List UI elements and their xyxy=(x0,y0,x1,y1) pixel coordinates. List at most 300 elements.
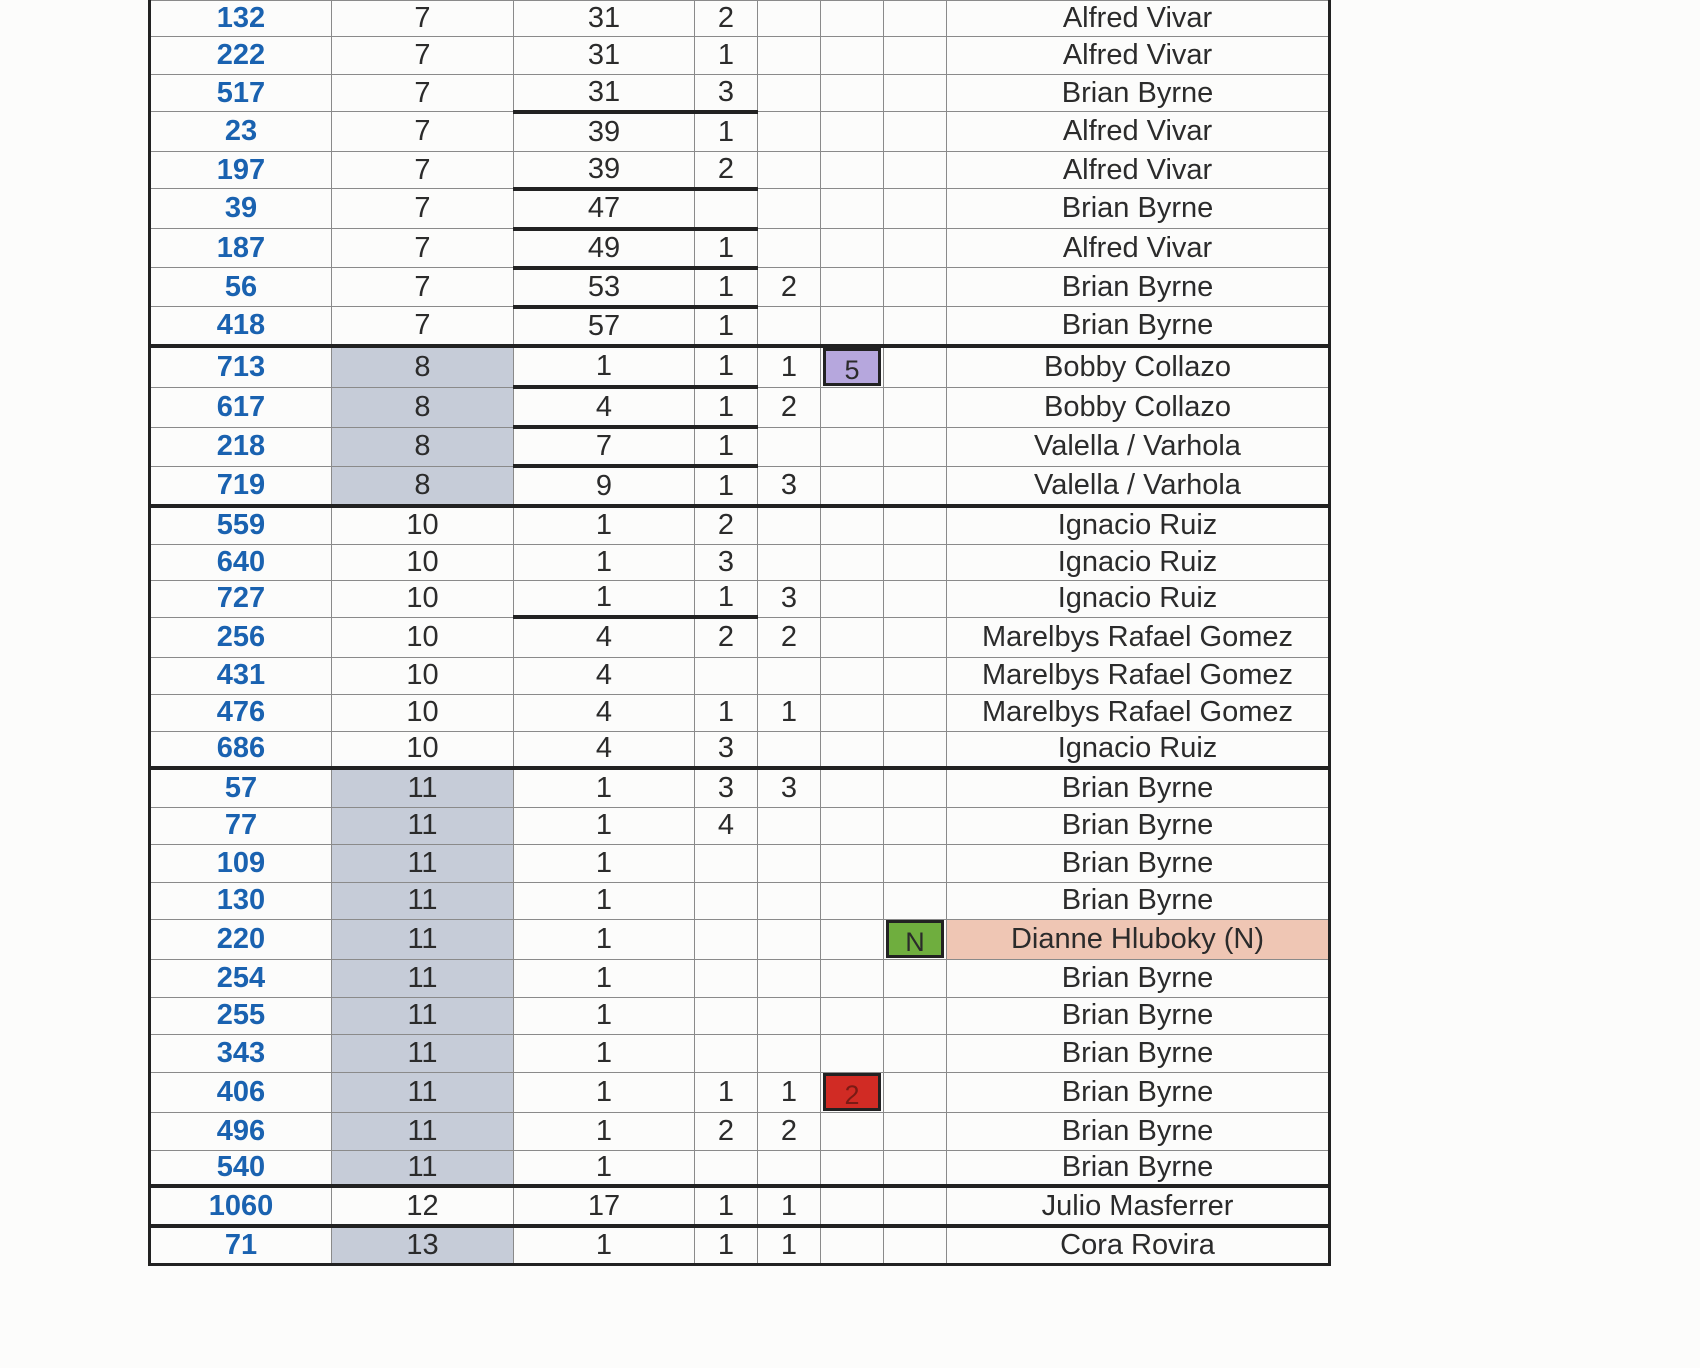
badge-cell xyxy=(884,1034,947,1072)
id-cell: 57 xyxy=(150,768,332,807)
id-cell: 343 xyxy=(150,1034,332,1072)
name-cell: Ignacio Ruiz xyxy=(947,544,1330,580)
id-cell: 406 xyxy=(150,1072,332,1112)
badge-cell xyxy=(821,112,884,152)
group-cell: 7 xyxy=(332,75,514,112)
count-cell: 2 xyxy=(695,506,758,544)
group-cell: 11 xyxy=(332,1034,514,1072)
id-cell: 130 xyxy=(150,882,332,919)
group-cell: 8 xyxy=(332,346,514,388)
table-row xyxy=(150,844,1330,882)
count-cell: 3 xyxy=(695,544,758,580)
badge-cell xyxy=(821,1,884,37)
id-cell: 540 xyxy=(150,1150,332,1186)
badge-cell xyxy=(821,1150,884,1186)
count-cell: 1 xyxy=(695,694,758,731)
table-row xyxy=(150,1,1330,37)
badge-cell xyxy=(884,75,947,112)
badge-cell xyxy=(821,427,884,466)
group-cell: 11 xyxy=(332,919,514,959)
id-cell: 255 xyxy=(150,997,332,1034)
number-cell: 4 xyxy=(514,657,695,694)
badge-cell xyxy=(821,844,884,882)
badge-cell xyxy=(821,75,884,112)
name-cell: Brian Byrne xyxy=(947,189,1330,229)
group-cell: 10 xyxy=(332,506,514,544)
count-cell: 1 xyxy=(695,346,758,388)
badge-cell xyxy=(884,346,947,388)
number-cell: 1 xyxy=(514,506,695,544)
number-cell: 1 xyxy=(514,346,695,388)
id-cell: 617 xyxy=(150,387,332,427)
name-cell: Cora Rovira xyxy=(947,1226,1330,1264)
group-cell: 13 xyxy=(332,1226,514,1264)
count-cell: 1 xyxy=(695,37,758,75)
name-cell: Brian Byrne xyxy=(947,1072,1330,1112)
group-cell: 7 xyxy=(332,307,514,346)
id-cell: 559 xyxy=(150,506,332,544)
count-cell: 2 xyxy=(695,617,758,657)
group-cell: 7 xyxy=(332,37,514,75)
group-cell: 11 xyxy=(332,959,514,997)
count-cell-2 xyxy=(758,997,821,1034)
count-cell-2: 3 xyxy=(758,466,821,506)
badge-cell xyxy=(884,807,947,844)
number-cell: 1 xyxy=(514,807,695,844)
badge-cell xyxy=(821,919,884,959)
badge-cell xyxy=(821,268,884,307)
count-cell xyxy=(695,189,758,229)
count-cell-2: 2 xyxy=(758,268,821,307)
name-cell: Alfred Vivar xyxy=(947,152,1330,189)
group-cell: 11 xyxy=(332,997,514,1034)
badge-cell xyxy=(884,1,947,37)
table-row xyxy=(150,694,1330,731)
badge-cell xyxy=(884,844,947,882)
badge-cell xyxy=(884,580,947,617)
id-cell: 71 xyxy=(150,1226,332,1264)
badge-cell xyxy=(884,307,947,346)
count-cell: 1 xyxy=(695,112,758,152)
count-cell xyxy=(695,657,758,694)
name-cell: Alfred Vivar xyxy=(947,112,1330,152)
table-row xyxy=(150,1150,1330,1186)
count-cell: 3 xyxy=(695,75,758,112)
number-cell: 39 xyxy=(514,112,695,152)
count-cell: 1 xyxy=(695,1072,758,1112)
table-row xyxy=(150,997,1330,1034)
badge-cell xyxy=(884,268,947,307)
number-cell: 1 xyxy=(514,1150,695,1186)
name-cell: Brian Byrne xyxy=(947,997,1330,1034)
table-row xyxy=(150,919,1330,959)
count-cell xyxy=(695,997,758,1034)
number-cell: 1 xyxy=(514,768,695,807)
group-cell: 8 xyxy=(332,387,514,427)
count-cell-2 xyxy=(758,731,821,768)
count-cell: 1 xyxy=(695,1186,758,1226)
group-cell: 10 xyxy=(332,617,514,657)
count-cell-2 xyxy=(758,307,821,346)
badge-cell xyxy=(884,112,947,152)
name-cell: Brian Byrne xyxy=(947,1034,1330,1072)
name-cell: Brian Byrne xyxy=(947,807,1330,844)
count-cell-2: 2 xyxy=(758,1112,821,1150)
badge-cell xyxy=(821,1112,884,1150)
number-cell: 1 xyxy=(514,1072,695,1112)
number-cell: 1 xyxy=(514,1034,695,1072)
count-cell-2 xyxy=(758,112,821,152)
id-cell: 640 xyxy=(150,544,332,580)
id-cell: 132 xyxy=(150,1,332,37)
number-cell: 39 xyxy=(514,152,695,189)
name-cell: Marelbys Rafael Gomez xyxy=(947,617,1330,657)
number-cell: 31 xyxy=(514,1,695,37)
name-cell: Ignacio Ruiz xyxy=(947,506,1330,544)
badge-cell xyxy=(821,506,884,544)
badge-cell xyxy=(884,1072,947,1112)
name-cell: Ignacio Ruiz xyxy=(947,731,1330,768)
name-cell: Alfred Vivar xyxy=(947,37,1330,75)
name-cell: Brian Byrne xyxy=(947,1150,1330,1186)
id-cell: 496 xyxy=(150,1112,332,1150)
count-cell-2 xyxy=(758,959,821,997)
badge-cell xyxy=(821,882,884,919)
count-cell: 2 xyxy=(695,1112,758,1150)
badge-cell xyxy=(821,1186,884,1226)
count-cell: 1 xyxy=(695,466,758,506)
table-row xyxy=(150,882,1330,919)
number-cell: 1 xyxy=(514,997,695,1034)
name-cell: Valella / Varhola xyxy=(947,427,1330,466)
count-cell: 1 xyxy=(695,307,758,346)
group-cell: 10 xyxy=(332,657,514,694)
badge-cell xyxy=(821,307,884,346)
badge-cell xyxy=(821,768,884,807)
badge-cell xyxy=(821,657,884,694)
table-row xyxy=(150,506,1330,544)
name-cell: Valella / Varhola xyxy=(947,466,1330,506)
table-row xyxy=(150,346,1330,388)
count-cell: 3 xyxy=(695,768,758,807)
number-cell: 1 xyxy=(514,959,695,997)
group-cell: 7 xyxy=(332,268,514,307)
name-cell: Marelbys Rafael Gomez xyxy=(947,657,1330,694)
count-cell-2 xyxy=(758,229,821,268)
table-row xyxy=(150,807,1330,844)
badge-cell xyxy=(884,731,947,768)
badge-cell xyxy=(821,37,884,75)
badge-cell xyxy=(884,919,947,959)
count-cell-2 xyxy=(758,544,821,580)
count-cell-2 xyxy=(758,152,821,189)
group-cell: 11 xyxy=(332,844,514,882)
table-row xyxy=(150,75,1330,112)
badge-cell xyxy=(884,506,947,544)
count-cell xyxy=(695,919,758,959)
name-cell: Ignacio Ruiz xyxy=(947,580,1330,617)
badge-cell xyxy=(884,152,947,189)
number-cell: 4 xyxy=(514,731,695,768)
group-cell: 11 xyxy=(332,1072,514,1112)
name-cell: Dianne Hluboky (N) xyxy=(947,919,1330,959)
name-cell: Bobby Collazo xyxy=(947,346,1330,388)
id-cell: 256 xyxy=(150,617,332,657)
group-cell: 10 xyxy=(332,544,514,580)
count-cell-2: 3 xyxy=(758,768,821,807)
badge-cell xyxy=(821,229,884,268)
name-cell: Brian Byrne xyxy=(947,844,1330,882)
id-cell: 56 xyxy=(150,268,332,307)
table-body xyxy=(150,1,1330,1265)
count-cell xyxy=(695,844,758,882)
number-cell: 4 xyxy=(514,617,695,657)
number-cell: 1 xyxy=(514,919,695,959)
badge-cell xyxy=(884,427,947,466)
badge-cell xyxy=(884,466,947,506)
count-cell xyxy=(695,1150,758,1186)
count-cell-2: 1 xyxy=(758,1226,821,1264)
id-cell: 39 xyxy=(150,189,332,229)
group-cell: 10 xyxy=(332,694,514,731)
group-cell: 7 xyxy=(332,112,514,152)
table-row xyxy=(150,268,1330,307)
name-cell: Brian Byrne xyxy=(947,268,1330,307)
number-cell: 1 xyxy=(514,882,695,919)
table-row xyxy=(150,959,1330,997)
table-row xyxy=(150,427,1330,466)
group-cell: 7 xyxy=(332,1,514,37)
badge-cell xyxy=(884,768,947,807)
table-row xyxy=(150,768,1330,807)
id-cell: 727 xyxy=(150,580,332,617)
status-badge: N xyxy=(886,920,944,958)
badge-cell xyxy=(821,997,884,1034)
number-cell: 4 xyxy=(514,694,695,731)
group-cell: 11 xyxy=(332,807,514,844)
count-cell-2 xyxy=(758,37,821,75)
badge-cell xyxy=(821,152,884,189)
number-cell: 31 xyxy=(514,37,695,75)
badge-cell xyxy=(884,37,947,75)
number-cell: 9 xyxy=(514,466,695,506)
table-row xyxy=(150,152,1330,189)
group-cell: 8 xyxy=(332,427,514,466)
badge-cell xyxy=(884,1226,947,1264)
number-cell: 57 xyxy=(514,307,695,346)
id-cell: 77 xyxy=(150,807,332,844)
badge-cell xyxy=(884,1150,947,1186)
table-row xyxy=(150,37,1330,75)
status-badge: 5 xyxy=(823,348,881,386)
badge-cell xyxy=(821,731,884,768)
count-cell: 1 xyxy=(695,387,758,427)
badge-cell xyxy=(821,1072,884,1112)
table-row xyxy=(150,189,1330,229)
count-cell-2: 2 xyxy=(758,617,821,657)
count-cell-2 xyxy=(758,75,821,112)
table-row xyxy=(150,229,1330,268)
name-cell: Brian Byrne xyxy=(947,882,1330,919)
count-cell-2: 1 xyxy=(758,1072,821,1112)
badge-cell xyxy=(884,657,947,694)
count-cell-2 xyxy=(758,807,821,844)
number-cell: 17 xyxy=(514,1186,695,1226)
badge-cell xyxy=(884,387,947,427)
badge-cell xyxy=(884,959,947,997)
badge-cell xyxy=(821,617,884,657)
name-cell: Bobby Collazo xyxy=(947,387,1330,427)
table-row xyxy=(150,617,1330,657)
count-cell-2: 1 xyxy=(758,694,821,731)
group-cell: 10 xyxy=(332,731,514,768)
table-row xyxy=(150,731,1330,768)
id-cell: 109 xyxy=(150,844,332,882)
count-cell-2 xyxy=(758,1,821,37)
number-cell: 4 xyxy=(514,387,695,427)
group-cell: 11 xyxy=(332,882,514,919)
count-cell-2 xyxy=(758,427,821,466)
badge-cell xyxy=(884,617,947,657)
number-cell: 1 xyxy=(514,844,695,882)
number-cell: 1 xyxy=(514,1112,695,1150)
badge-cell xyxy=(821,694,884,731)
badge-cell xyxy=(821,189,884,229)
count-cell: 1 xyxy=(695,580,758,617)
table-row xyxy=(150,1072,1330,1112)
data-table xyxy=(148,0,1331,1266)
badge-cell xyxy=(884,694,947,731)
id-cell: 431 xyxy=(150,657,332,694)
badge-cell xyxy=(884,1186,947,1226)
badge-cell xyxy=(884,997,947,1034)
group-cell: 11 xyxy=(332,768,514,807)
name-cell: Brian Byrne xyxy=(947,307,1330,346)
count-cell: 1 xyxy=(695,268,758,307)
table-row xyxy=(150,466,1330,506)
id-cell: 476 xyxy=(150,694,332,731)
id-cell: 197 xyxy=(150,152,332,189)
badge-cell xyxy=(821,1226,884,1264)
id-cell: 719 xyxy=(150,466,332,506)
table-row xyxy=(150,657,1330,694)
count-cell-2: 1 xyxy=(758,346,821,388)
id-cell: 23 xyxy=(150,112,332,152)
id-cell: 713 xyxy=(150,346,332,388)
badge-cell xyxy=(821,807,884,844)
group-cell: 10 xyxy=(332,580,514,617)
name-cell: Alfred Vivar xyxy=(947,1,1330,37)
badge-cell xyxy=(884,1112,947,1150)
name-cell: Brian Byrne xyxy=(947,75,1330,112)
badge-cell xyxy=(821,346,884,388)
count-cell: 2 xyxy=(695,152,758,189)
id-cell: 187 xyxy=(150,229,332,268)
count-cell-2 xyxy=(758,1034,821,1072)
table-row xyxy=(150,307,1330,346)
count-cell xyxy=(695,1034,758,1072)
number-cell: 31 xyxy=(514,75,695,112)
number-cell: 7 xyxy=(514,427,695,466)
badge-cell xyxy=(884,544,947,580)
id-cell: 517 xyxy=(150,75,332,112)
id-cell: 218 xyxy=(150,427,332,466)
table-row xyxy=(150,1226,1330,1264)
count-cell-2: 2 xyxy=(758,387,821,427)
id-cell: 418 xyxy=(150,307,332,346)
group-cell: 7 xyxy=(332,189,514,229)
badge-cell xyxy=(884,229,947,268)
table-row xyxy=(150,1186,1330,1226)
name-cell: Brian Byrne xyxy=(947,768,1330,807)
name-cell: Brian Byrne xyxy=(947,959,1330,997)
badge-cell xyxy=(884,882,947,919)
id-cell: 220 xyxy=(150,919,332,959)
group-cell: 8 xyxy=(332,466,514,506)
count-cell-2 xyxy=(758,506,821,544)
number-cell: 47 xyxy=(514,189,695,229)
number-cell: 49 xyxy=(514,229,695,268)
count-cell-2 xyxy=(758,657,821,694)
group-cell: 11 xyxy=(332,1150,514,1186)
table-row xyxy=(150,580,1330,617)
badge-cell xyxy=(821,580,884,617)
number-cell: 53 xyxy=(514,268,695,307)
count-cell-2 xyxy=(758,844,821,882)
table-row xyxy=(150,544,1330,580)
count-cell xyxy=(695,959,758,997)
group-cell: 11 xyxy=(332,1112,514,1150)
count-cell: 1 xyxy=(695,229,758,268)
table-row xyxy=(150,112,1330,152)
count-cell-2: 1 xyxy=(758,1186,821,1226)
count-cell-2 xyxy=(758,1150,821,1186)
badge-cell xyxy=(821,959,884,997)
table-row xyxy=(150,1034,1330,1072)
id-cell: 222 xyxy=(150,37,332,75)
count-cell: 1 xyxy=(695,427,758,466)
count-cell: 1 xyxy=(695,1226,758,1264)
count-cell-2 xyxy=(758,882,821,919)
badge-cell xyxy=(884,189,947,229)
badge-cell xyxy=(821,387,884,427)
id-cell: 686 xyxy=(150,731,332,768)
number-cell: 1 xyxy=(514,1226,695,1264)
name-cell: Brian Byrne xyxy=(947,1112,1330,1150)
group-cell: 7 xyxy=(332,152,514,189)
number-cell: 1 xyxy=(514,544,695,580)
count-cell: 4 xyxy=(695,807,758,844)
name-cell: Julio Masferrer xyxy=(947,1186,1330,1226)
count-cell: 2 xyxy=(695,1,758,37)
group-cell: 7 xyxy=(332,229,514,268)
table-row xyxy=(150,1112,1330,1150)
table-row xyxy=(150,387,1330,427)
count-cell-2 xyxy=(758,919,821,959)
badge-cell xyxy=(821,544,884,580)
id-cell: 254 xyxy=(150,959,332,997)
id-cell: 1060 xyxy=(150,1186,332,1226)
count-cell: 3 xyxy=(695,731,758,768)
number-cell: 1 xyxy=(514,580,695,617)
group-cell: 12 xyxy=(332,1186,514,1226)
count-cell-2 xyxy=(758,189,821,229)
badge-cell xyxy=(821,1034,884,1072)
badge-cell xyxy=(821,466,884,506)
count-cell-2: 3 xyxy=(758,580,821,617)
name-cell: Marelbys Rafael Gomez xyxy=(947,694,1330,731)
name-cell: Alfred Vivar xyxy=(947,229,1330,268)
